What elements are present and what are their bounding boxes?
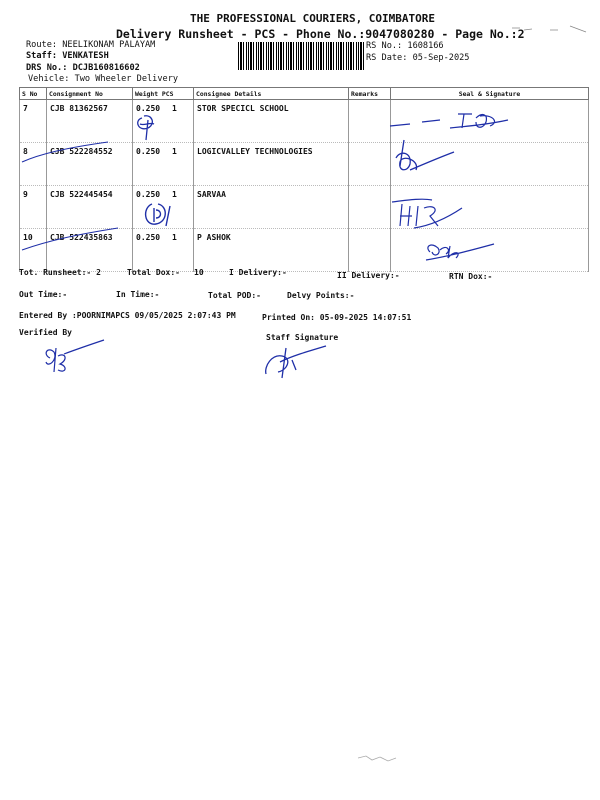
rs-date: RS Date: 05-Sep-2025 [366, 53, 470, 63]
row-pcs: 1 [172, 104, 177, 113]
row-remarks [349, 186, 391, 229]
row-weight: 0.250 [136, 233, 161, 242]
row-consignee: LOGICVALLEY TECHNOLOGIES [194, 143, 349, 186]
row-weight: 0.250 [136, 190, 161, 199]
row-consignee: STOR SPECICL SCHOOL [194, 100, 349, 143]
row-pcs: 1 [172, 233, 177, 242]
vehicle-label: Vehicle: Two Wheeler Delivery [28, 74, 179, 84]
row-sno: 10 [20, 229, 47, 272]
row-weight: 0.250 [136, 104, 161, 113]
table-row [20, 186, 589, 229]
out-time: Out Time:- [19, 290, 68, 299]
total-dox-value: 10 [194, 268, 204, 277]
drs-number: DRS No.: DCJB160816602 [26, 63, 140, 73]
row-remarks [349, 143, 391, 186]
signature-row8-icon [390, 136, 460, 178]
strike-row8-icon [20, 140, 110, 166]
barcode [238, 42, 364, 70]
scan-mark-icon [510, 24, 590, 36]
row-consignment: CJB 522284552 [47, 143, 133, 186]
company-title: THE PROFESSIONAL COURIERS, COIMBATORE [190, 12, 436, 25]
col-sno: S No [20, 88, 47, 100]
initials-row7-icon [130, 110, 170, 142]
row-sno: 7 [20, 100, 47, 143]
printed-on: Printed On: 05-09-2025 14:07:51 [262, 313, 412, 322]
row-consignment: CJB 81362567 [47, 100, 133, 143]
row-weight: 0.250 [136, 147, 161, 156]
staff-signature-label: Staff Signature [266, 333, 339, 342]
rs-number: RS No.: 1608166 [366, 41, 444, 51]
verified-signature-icon [40, 338, 110, 378]
scan-smudge-icon [356, 752, 406, 766]
runsheet-title: Delivery Runsheet - PCS - Phone No.:9047080280 - Page No.:2 [116, 27, 525, 41]
staff-signature-icon [262, 340, 332, 380]
row-pcs: 1 [172, 147, 177, 156]
col-seal-signature: Seal & Signature [391, 88, 589, 100]
ii-delivery: II Delivery:- [337, 271, 400, 280]
total-pod: Total POD:- [208, 291, 261, 300]
total-dox-label: Total Dox:- [127, 268, 180, 277]
col-remarks: Remarks [349, 88, 391, 100]
route-label: Route: NEELIKONAM PALAYAM [26, 40, 156, 50]
in-time: In Time:- [116, 290, 160, 299]
col-weight-pcs: Weight PCS [133, 88, 194, 100]
tot-runsheet: Tot. Runsheet:- 2 [19, 268, 101, 277]
rtn-dox: RTN Dox:- [449, 272, 493, 281]
row-weight-pcs [133, 143, 194, 186]
row-sno: 8 [20, 143, 47, 186]
table-header-row [20, 88, 589, 100]
delvy-points: Delvy Points:- [287, 291, 355, 300]
row-consignee: SARVAA [194, 186, 349, 229]
signature-row9-icon [388, 196, 468, 232]
strike-row10-icon [20, 226, 120, 254]
initials-row9-icon [140, 198, 184, 230]
row-consignment: CJB 522435863 [47, 229, 133, 272]
row-remarks [349, 229, 391, 272]
verified-by-label: Verified By [19, 328, 72, 337]
signature-row7-icon [380, 106, 520, 136]
row-weight-pcs [133, 229, 194, 272]
signature-row10-icon [420, 236, 500, 264]
col-consignee: Consignee Details [194, 88, 349, 100]
i-delivery: I Delivery:- [229, 268, 287, 277]
row-sno: 9 [20, 186, 47, 229]
col-consignment: Consignment No [47, 88, 133, 100]
row-consignee: P ASHOK [194, 229, 349, 272]
entered-by: Entered By :POORNIMAPCS 09/05/2025 2:07:43 PM [19, 311, 236, 320]
row-consignment: CJB 522445454 [47, 186, 133, 229]
staff-label: Staff: VENKATESH [26, 51, 109, 61]
row-pcs: 1 [172, 190, 177, 199]
